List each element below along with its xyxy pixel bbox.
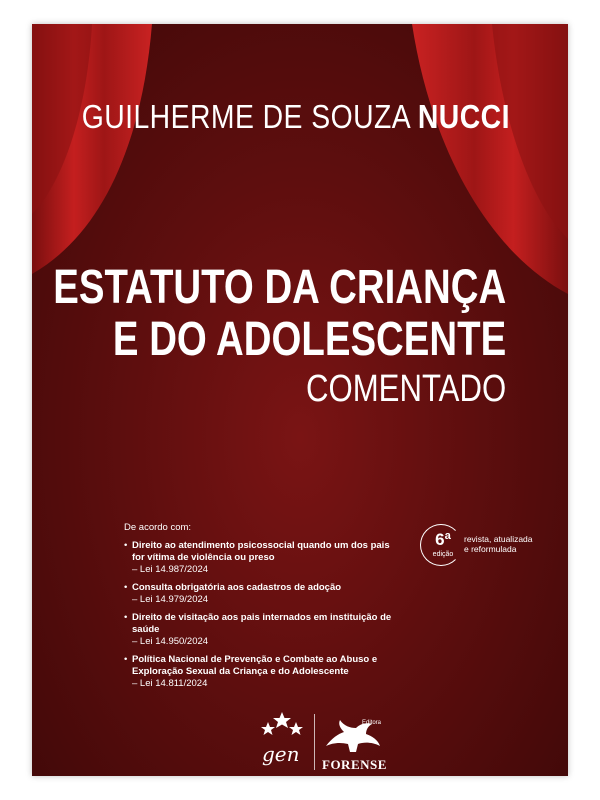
note-law: – Lei 14.987/2024 bbox=[132, 564, 209, 575]
note-law: – Lei 14.950/2024 bbox=[132, 636, 209, 647]
publisher-logos bbox=[258, 708, 398, 772]
note-law: – Lei 14.979/2024 bbox=[132, 594, 209, 605]
update-notes bbox=[124, 522, 394, 696]
editora-label: Editora bbox=[362, 720, 382, 726]
book-title bbox=[32, 262, 506, 410]
note-law: – Lei 14.811/2024 bbox=[132, 678, 208, 689]
bullet-icon: • bbox=[124, 654, 128, 665]
title-line-1: ESTATUTO DA CRIANÇA bbox=[53, 261, 506, 314]
gen-logo: gen bbox=[262, 742, 300, 766]
bullet-icon: • bbox=[124, 612, 128, 623]
note-title: Direito ao atendimento psicossocial quando um dos pais for vítima de violência ou preso bbox=[132, 540, 390, 563]
logo-divider bbox=[314, 714, 315, 770]
edition-label: edição bbox=[432, 551, 454, 558]
list-item bbox=[124, 582, 394, 606]
notes-intro: De acordo com: bbox=[124, 522, 192, 533]
bullet-icon: • bbox=[124, 582, 128, 593]
title-line-2: E DO ADOLESCENTE bbox=[112, 313, 506, 366]
note-title: Direito de visitação aos pais internados em instituição de saúde bbox=[132, 612, 392, 635]
edition-number: 6ª bbox=[435, 530, 451, 549]
book-subtitle: COMENTADO bbox=[305, 368, 506, 410]
bullet-icon: • bbox=[124, 540, 128, 551]
list-item bbox=[124, 540, 394, 576]
notes-list bbox=[124, 540, 394, 690]
author-surname: NUCCI bbox=[417, 98, 510, 135]
forense-logo: FORENSE bbox=[322, 757, 387, 772]
note-title: Consulta obrigatória aos cadastros de adoção bbox=[132, 582, 342, 593]
edition-description: revista, atualizada e reformulada bbox=[464, 534, 533, 554]
list-item bbox=[124, 612, 394, 648]
book-cover bbox=[32, 24, 568, 776]
list-item bbox=[124, 654, 394, 690]
note-title: Política Nacional de Prevenção e Combate ao Abuso e Exploração Sexual da Criança e do Adolescente bbox=[132, 654, 378, 677]
author-name bbox=[82, 98, 510, 136]
author-first-names: GUILHERME DE SOUZA bbox=[81, 98, 410, 135]
